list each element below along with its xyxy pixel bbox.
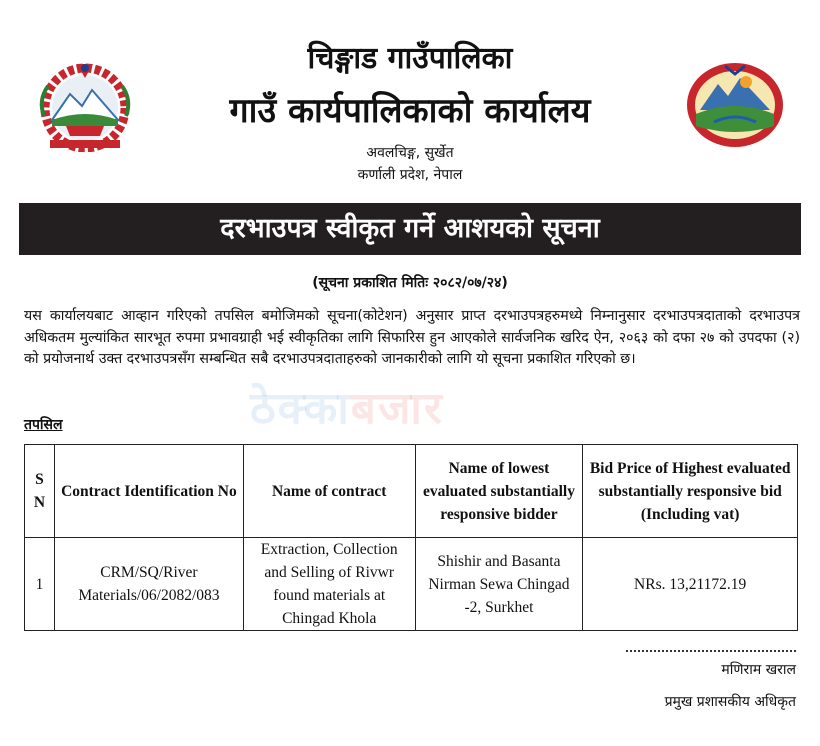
signature-line bbox=[626, 650, 796, 652]
header-bid-price: Bid Price of Highest evaluated substantially responsive bid (Including vat) bbox=[583, 445, 798, 538]
notice-title-banner: दरभाउपत्र स्वीकृत गर्ने आशयको सूचना bbox=[19, 203, 801, 255]
address-line-2: कर्णाली प्रदेश, नेपाल bbox=[357, 167, 463, 183]
table-row bbox=[25, 538, 798, 631]
notice-paragraph: यस कार्यालयबाट आव्हान गरिएको तपसिल बमोजिमको सूचना(कोटेशन) अनुसार प्राप्त दरभाउपत्रहरुमध्ये निम्नानुसार दरभाउपत्रदाताको दरभाउपत्र अधिकतम मुल्यांकित सारभूत रुपमा प्रभावग्राही भई स्वीकृतिका लागि सिफारिस हुन आएकोले सार्वजनिक खरिद ऐन, २०६३ को दफा २७ को उपदफा (२) को प्रयोजनार्थ उक्त दरभाउपत्रसँग सम्बन्धित सबै दरभाउपत्रदाताहरुको जानकारीको लागि यो सूचना प्रकाशित गरिएको छ। bbox=[24, 308, 800, 367]
signatory-name: मणिराम खराल bbox=[721, 662, 796, 678]
watermark-part-2: बजार bbox=[350, 383, 444, 434]
header-contract-id: Contract Identification No bbox=[54, 445, 243, 538]
cell-sn: 1 bbox=[25, 538, 55, 631]
table-header-row bbox=[25, 445, 798, 538]
header-bidder: Name of lowest evaluated substantially responsive bidder bbox=[415, 445, 583, 538]
header-sn: S N bbox=[25, 445, 55, 538]
cell-contract-name: Extraction, Collection and Selling of Rivwr found materials at Chingad Khola bbox=[243, 538, 415, 631]
watermark bbox=[250, 376, 444, 436]
cell-bid-price: NRs. 13,21172.19 bbox=[583, 538, 798, 631]
cell-contract-id: CRM/SQ/River Materials/06/2082/083 bbox=[54, 538, 243, 631]
signatory-title: प्रमुख प्रशासकीय अधिकृत bbox=[664, 694, 796, 710]
office-name: गाउँ कार्यपालिकाको कार्यालय bbox=[229, 91, 591, 131]
header-contract-name: Name of contract bbox=[243, 445, 415, 538]
cell-bidder: Shishir and Basanta Nirman Sewa Chingad -2, Surkhet bbox=[415, 538, 583, 631]
address-line-1: अवलचिङ्ग, सुर्खेत bbox=[366, 145, 454, 161]
municipality-name: चिङ्गाड गाउँपालिका bbox=[307, 41, 513, 76]
published-date: (सूचना प्रकाशित मितिः २०८२/०७/२४) bbox=[312, 275, 508, 291]
watermark-part-1: ठेक्का bbox=[250, 383, 351, 434]
details-heading: तपसिल bbox=[24, 417, 63, 433]
bid-details-table bbox=[24, 444, 798, 631]
